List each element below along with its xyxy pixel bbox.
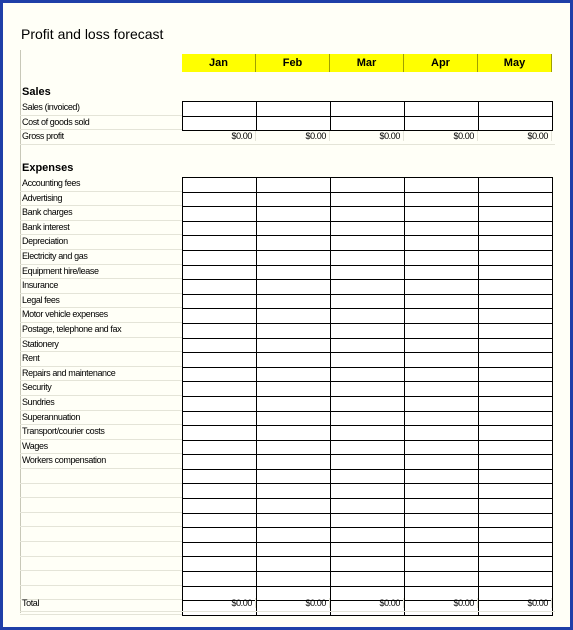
input-cell[interactable] — [257, 426, 331, 441]
table-row — [183, 294, 553, 309]
expense-row-label: Motor vehicle expenses — [22, 309, 108, 320]
table-row — [183, 116, 553, 131]
input-cell[interactable] — [331, 455, 405, 470]
input-cell[interactable] — [479, 396, 553, 411]
input-cell[interactable] — [257, 396, 331, 411]
input-cell[interactable] — [331, 280, 405, 295]
total-value: $0.00 — [330, 598, 404, 608]
expense-row-label: Stationery — [22, 338, 59, 349]
input-cell[interactable] — [479, 353, 553, 368]
expense-row-label: Bank charges — [22, 207, 73, 218]
input-cell[interactable] — [183, 513, 257, 528]
input-cell[interactable] — [479, 280, 553, 295]
input-cell[interactable] — [405, 367, 479, 382]
month-header-row — [182, 54, 552, 72]
input-cell[interactable] — [479, 572, 553, 587]
input-cell[interactable] — [331, 499, 405, 514]
input-cell[interactable] — [405, 528, 479, 543]
input-cell[interactable] — [257, 250, 331, 265]
input-cell[interactable] — [257, 178, 331, 193]
input-cell[interactable] — [183, 207, 257, 222]
input-cell[interactable] — [331, 542, 405, 557]
input-cell[interactable] — [331, 265, 405, 280]
input-cell[interactable] — [257, 338, 331, 353]
sales-row-label: Cost of goods sold — [22, 116, 90, 127]
input-cell[interactable] — [405, 192, 479, 207]
input-cell[interactable] — [479, 221, 553, 236]
expense-row-label: Superannuation — [22, 411, 80, 422]
input-cell[interactable] — [405, 250, 479, 265]
input-cell[interactable] — [183, 542, 257, 557]
table-row — [183, 528, 553, 543]
input-cell[interactable] — [479, 323, 553, 338]
table-row — [183, 265, 553, 280]
input-cell[interactable] — [405, 116, 479, 131]
input-cell[interactable] — [479, 513, 553, 528]
input-cell[interactable] — [183, 455, 257, 470]
input-cell[interactable] — [257, 411, 331, 426]
table-row — [183, 396, 553, 411]
input-cell[interactable] — [479, 411, 553, 426]
input-cell[interactable] — [331, 116, 405, 131]
gross-profit-value: $0.00 — [256, 131, 330, 141]
table-row — [183, 411, 553, 426]
expense-row-label: Security — [22, 382, 52, 393]
input-cell[interactable] — [479, 557, 553, 572]
input-cell[interactable] — [479, 207, 553, 222]
input-cell[interactable] — [183, 572, 257, 587]
input-cell[interactable] — [257, 280, 331, 295]
table-row — [183, 207, 553, 222]
input-cell[interactable] — [479, 499, 553, 514]
input-cell[interactable] — [257, 236, 331, 251]
table-row — [183, 455, 553, 470]
gross-profit-value: $0.00 — [182, 131, 256, 141]
expense-row-label: Electricity and gas — [22, 251, 88, 261]
input-cell[interactable] — [183, 411, 257, 426]
input-cell[interactable] — [257, 116, 331, 131]
total-value: $0.00 — [404, 598, 478, 608]
gross-profit-value: $0.00 — [478, 131, 552, 141]
table-row — [183, 280, 553, 295]
expense-row-label: Repairs and maintenance — [22, 367, 116, 378]
input-cell[interactable] — [405, 102, 479, 117]
input-cell[interactable] — [183, 367, 257, 382]
input-cell[interactable] — [479, 426, 553, 441]
input-cell[interactable] — [183, 557, 257, 572]
table-row — [183, 221, 553, 236]
input-cell[interactable] — [257, 513, 331, 528]
input-cell[interactable] — [183, 250, 257, 265]
input-cell[interactable] — [331, 338, 405, 353]
input-cell[interactable] — [331, 396, 405, 411]
input-cell[interactable] — [405, 178, 479, 193]
table-row — [183, 572, 553, 587]
input-cell[interactable] — [479, 542, 553, 557]
input-cell[interactable] — [183, 265, 257, 280]
table-row — [183, 469, 553, 484]
input-cell[interactable] — [257, 572, 331, 587]
table-row — [183, 557, 553, 572]
input-cell[interactable] — [257, 367, 331, 382]
table-row — [183, 338, 553, 353]
sales-grid — [182, 101, 553, 131]
input-cell[interactable] — [479, 469, 553, 484]
input-cell[interactable] — [405, 484, 479, 499]
input-cell[interactable] — [405, 572, 479, 587]
input-cell[interactable] — [331, 440, 405, 455]
total-value: $0.00 — [182, 598, 256, 608]
input-cell[interactable] — [405, 499, 479, 514]
total-underline — [20, 611, 555, 612]
expense-row-label: Bank interest — [22, 221, 70, 232]
input-cell[interactable] — [183, 323, 257, 338]
expenses-heading: Expenses — [22, 162, 74, 174]
input-cell[interactable] — [331, 250, 405, 265]
input-cell[interactable] — [183, 192, 257, 207]
input-cell[interactable] — [331, 528, 405, 543]
input-cell[interactable] — [183, 221, 257, 236]
input-cell[interactable] — [405, 469, 479, 484]
input-cell[interactable] — [479, 484, 553, 499]
input-cell[interactable] — [331, 207, 405, 222]
input-cell[interactable] — [405, 323, 479, 338]
input-cell[interactable] — [183, 102, 257, 117]
input-cell[interactable] — [257, 499, 331, 514]
input-cell[interactable] — [183, 309, 257, 324]
table-row — [183, 102, 553, 117]
input-cell[interactable] — [331, 572, 405, 587]
input-cell[interactable] — [405, 557, 479, 572]
expense-row-label: Postage, telephone and fax — [22, 324, 122, 334]
input-cell[interactable] — [405, 411, 479, 426]
input-cell[interactable] — [331, 513, 405, 528]
input-cell[interactable] — [405, 426, 479, 441]
month-header-cell: Jan — [182, 54, 256, 72]
gross-profit-underline — [20, 144, 555, 145]
input-cell[interactable] — [331, 426, 405, 441]
input-cell[interactable] — [183, 426, 257, 441]
input-cell[interactable] — [331, 309, 405, 324]
input-cell[interactable] — [331, 367, 405, 382]
sales-row-label: Sales (invoiced) — [22, 102, 80, 112]
input-cell[interactable] — [257, 484, 331, 499]
input-cell[interactable] — [405, 294, 479, 309]
input-cell[interactable] — [183, 528, 257, 543]
input-cell[interactable] — [479, 528, 553, 543]
input-cell[interactable] — [405, 542, 479, 557]
input-cell[interactable] — [405, 207, 479, 222]
input-cell[interactable] — [331, 484, 405, 499]
input-cell[interactable] — [331, 221, 405, 236]
input-cell[interactable] — [183, 236, 257, 251]
input-cell[interactable] — [479, 455, 553, 470]
input-cell[interactable] — [479, 178, 553, 193]
month-header-cell: Apr — [404, 54, 478, 72]
input-cell[interactable] — [479, 102, 553, 117]
input-cell[interactable] — [331, 236, 405, 251]
table-row — [183, 484, 553, 499]
total-value: $0.00 — [256, 598, 330, 608]
input-cell[interactable] — [257, 455, 331, 470]
input-cell[interactable] — [183, 484, 257, 499]
input-cell[interactable] — [183, 116, 257, 131]
input-cell[interactable] — [257, 440, 331, 455]
input-cell[interactable] — [183, 469, 257, 484]
input-cell[interactable] — [331, 294, 405, 309]
input-cell[interactable] — [405, 338, 479, 353]
expense-row-label: Rent — [22, 353, 40, 364]
input-cell[interactable] — [183, 440, 257, 455]
input-cell[interactable] — [479, 192, 553, 207]
input-cell[interactable] — [405, 236, 479, 251]
input-cell[interactable] — [479, 440, 553, 455]
sales-heading: Sales — [22, 86, 51, 98]
input-cell[interactable] — [331, 102, 405, 117]
input-cell[interactable] — [257, 294, 331, 309]
table-row — [183, 309, 553, 324]
expense-row-label: Transport/courier costs — [22, 426, 105, 437]
input-cell[interactable] — [405, 353, 479, 368]
expense-row-label: Advertising — [22, 192, 63, 203]
gross-profit-value: $0.00 — [404, 131, 478, 141]
input-cell[interactable] — [331, 353, 405, 368]
input-cell[interactable] — [479, 309, 553, 324]
input-cell[interactable] — [257, 323, 331, 338]
expense-row-label: Equipment hire/lease — [22, 265, 99, 276]
input-cell[interactable] — [183, 280, 257, 295]
input-cell[interactable] — [257, 265, 331, 280]
table-row — [183, 382, 553, 397]
table-row — [183, 542, 553, 557]
table-row — [183, 250, 553, 265]
total-value: $0.00 — [478, 598, 552, 608]
input-cell[interactable] — [257, 382, 331, 397]
expense-row-label: Workers compensation — [22, 455, 106, 466]
input-cell[interactable] — [331, 411, 405, 426]
input-cell[interactable] — [405, 265, 479, 280]
input-cell[interactable] — [479, 236, 553, 251]
table-row — [183, 513, 553, 528]
expense-row-label: Accounting fees — [22, 178, 81, 188]
input-cell[interactable] — [257, 221, 331, 236]
table-row — [183, 323, 553, 338]
input-cell[interactable] — [257, 557, 331, 572]
input-cell[interactable] — [183, 294, 257, 309]
table-row — [183, 353, 553, 368]
input-cell[interactable] — [405, 280, 479, 295]
input-cell[interactable] — [479, 116, 553, 131]
expense-row-label: Insurance — [22, 280, 58, 291]
input-cell[interactable] — [257, 207, 331, 222]
input-cell[interactable] — [331, 382, 405, 397]
input-cell[interactable] — [183, 499, 257, 514]
month-header-cell: May — [478, 54, 552, 72]
expense-row-label: Sundries — [22, 397, 55, 407]
input-cell[interactable] — [257, 469, 331, 484]
input-cell[interactable] — [257, 309, 331, 324]
input-cell[interactable] — [405, 382, 479, 397]
input-cell[interactable] — [405, 309, 479, 324]
input-cell[interactable] — [331, 557, 405, 572]
expense-row-label: Legal fees — [22, 294, 60, 305]
spreadsheet — [18, 17, 555, 613]
input-cell[interactable] — [479, 294, 553, 309]
input-cell[interactable] — [479, 338, 553, 353]
table-row — [183, 440, 553, 455]
input-cell[interactable] — [331, 178, 405, 193]
input-cell[interactable] — [183, 178, 257, 193]
input-cell[interactable] — [479, 265, 553, 280]
gross-profit-label: Gross profit — [22, 131, 64, 141]
gross-profit-values — [182, 131, 552, 141]
input-cell[interactable] — [183, 338, 257, 353]
expenses-grid — [182, 177, 553, 616]
month-header-cell: Feb — [256, 54, 330, 72]
input-cell[interactable] — [183, 382, 257, 397]
gross-profit-value: $0.00 — [330, 131, 404, 141]
table-row — [183, 178, 553, 193]
table-row — [183, 426, 553, 441]
input-cell[interactable] — [331, 469, 405, 484]
input-cell[interactable] — [331, 192, 405, 207]
expense-row-label: Depreciation — [22, 236, 68, 247]
input-cell[interactable] — [479, 250, 553, 265]
input-cell[interactable] — [405, 513, 479, 528]
month-header-cell: Mar — [330, 54, 404, 72]
input-cell[interactable] — [257, 192, 331, 207]
input-cell[interactable] — [405, 221, 479, 236]
page-title: Profit and loss forecast — [21, 26, 164, 42]
expense-row-label: Wages — [22, 440, 48, 451]
table-row — [183, 192, 553, 207]
input-cell[interactable] — [479, 367, 553, 382]
table-row — [183, 236, 553, 251]
input-cell[interactable] — [479, 382, 553, 397]
input-cell[interactable] — [257, 542, 331, 557]
input-cell[interactable] — [405, 440, 479, 455]
input-cell[interactable] — [257, 353, 331, 368]
table-row — [183, 367, 553, 382]
input-cell[interactable] — [257, 528, 331, 543]
input-cell[interactable] — [257, 102, 331, 117]
input-cell[interactable] — [183, 353, 257, 368]
table-row — [183, 499, 553, 514]
total-label: Total — [22, 598, 40, 608]
input-cell[interactable] — [331, 323, 405, 338]
input-cell[interactable] — [405, 396, 479, 411]
input-cell[interactable] — [183, 396, 257, 411]
total-values — [182, 598, 552, 608]
input-cell[interactable] — [405, 455, 479, 470]
